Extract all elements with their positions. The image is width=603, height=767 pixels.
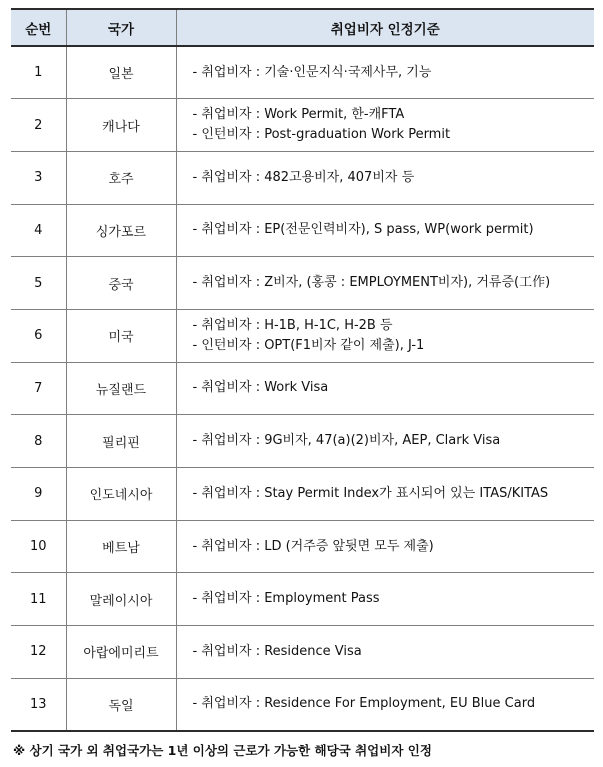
country-name: 말레이시아	[66, 573, 176, 626]
row-number: 6	[11, 309, 66, 362]
visa-criteria	[176, 204, 594, 257]
country-name: 아랍에미리트	[66, 626, 176, 679]
table-row	[11, 257, 594, 310]
visa-criteria	[176, 257, 594, 310]
visa-criteria	[176, 46, 594, 99]
visa-criteria	[176, 520, 594, 573]
header-country: 국가	[66, 9, 176, 46]
row-number: 12	[11, 626, 66, 679]
table-body	[11, 46, 594, 731]
country-name: 독일	[66, 678, 176, 731]
table-row	[11, 468, 594, 521]
country-name: 뉴질랜드	[66, 362, 176, 415]
table-row	[11, 46, 594, 99]
visa-criteria	[176, 151, 594, 204]
table-row	[11, 151, 594, 204]
table-row	[11, 626, 594, 679]
row-number: 8	[11, 415, 66, 468]
visa-criteria	[176, 678, 594, 731]
table-row	[11, 520, 594, 573]
row-number: 2	[11, 99, 66, 152]
visa-criteria-table	[11, 8, 594, 732]
header-criteria: 취업비자 인정기준	[176, 9, 594, 46]
visa-criteria-table-wrapper	[11, 8, 594, 732]
visa-criteria-line: - 취업비자 : Employment Pass	[192, 591, 380, 607]
table-row	[11, 99, 594, 152]
row-number: 4	[11, 204, 66, 257]
footnote: ※ 상기 국가 외 취업국가는 1년 이상의 근로가 가능한 해당국 취업비자 인정	[13, 743, 432, 758]
row-number: 1	[11, 46, 66, 99]
visa-criteria-line: - 인턴비자 : OPT(F1비자 같이 제출), J-1	[192, 337, 425, 353]
visa-criteria-line: - 취업비자 : Work Visa	[192, 380, 329, 396]
table-row	[11, 678, 594, 731]
visa-criteria-line: - 취업비자 : Residence Visa	[192, 643, 362, 659]
row-number: 10	[11, 520, 66, 573]
country-name: 일본	[66, 46, 176, 99]
country-name: 베트남	[66, 520, 176, 573]
visa-criteria	[176, 573, 594, 626]
visa-criteria-line: - 취업비자 : H-1B, H-1C, H-2B 등	[192, 317, 393, 333]
row-number: 7	[11, 362, 66, 415]
visa-criteria-line: - 취업비자 : Stay Permit Index가 표시되어 있는 ITAS/KITAS	[192, 485, 549, 501]
row-number: 13	[11, 678, 66, 731]
visa-criteria-line: - 인턴비자 : Post-graduation Work Permit	[192, 127, 451, 143]
header-no: 순번	[11, 9, 66, 46]
row-number: 3	[11, 151, 66, 204]
country-name: 중국	[66, 257, 176, 310]
country-name: 캐나다	[66, 99, 176, 152]
visa-criteria-line: - 취업비자 : 482고용비자, 407비자 등	[192, 169, 415, 185]
country-name: 인도네시아	[66, 468, 176, 521]
visa-criteria	[176, 362, 594, 415]
row-number: 5	[11, 257, 66, 310]
country-name: 미국	[66, 309, 176, 362]
visa-criteria-line: - 취업비자 : 9G비자, 47(a)(2)비자, AEP, Clark Visa	[192, 433, 501, 449]
visa-criteria-line: - 취업비자 : Residence For Employment, EU Blue Card	[192, 696, 536, 712]
row-number: 11	[11, 573, 66, 626]
visa-criteria	[176, 626, 594, 679]
country-name: 싱가포르	[66, 204, 176, 257]
visa-criteria	[176, 415, 594, 468]
visa-criteria	[176, 468, 594, 521]
table-row	[11, 204, 594, 257]
visa-criteria-line: - 취업비자 : LD (거주증 앞뒷면 모두 제출)	[192, 538, 434, 554]
visa-criteria-line: - 취업비자 : 기술·인문지식·국제사무, 기능	[192, 64, 432, 80]
visa-criteria-line: - 취업비자 : Z비자, (홍콩 : EMPLOYMENT비자), 거류증(工作)	[192, 275, 551, 291]
table-row	[11, 309, 594, 362]
country-name: 호주	[66, 151, 176, 204]
visa-criteria	[176, 99, 594, 152]
row-number: 9	[11, 468, 66, 521]
table-row	[11, 415, 594, 468]
header-row	[11, 9, 594, 46]
country-name: 필리핀	[66, 415, 176, 468]
table-row	[11, 362, 594, 415]
visa-criteria	[176, 309, 594, 362]
table-header	[11, 9, 594, 46]
table-row	[11, 573, 594, 626]
visa-criteria-line: - 취업비자 : Work Permit, 한-캐FTA	[192, 107, 405, 123]
visa-criteria-line: - 취업비자 : EP(전문인력비자), S pass, WP(work permit)	[192, 222, 534, 238]
